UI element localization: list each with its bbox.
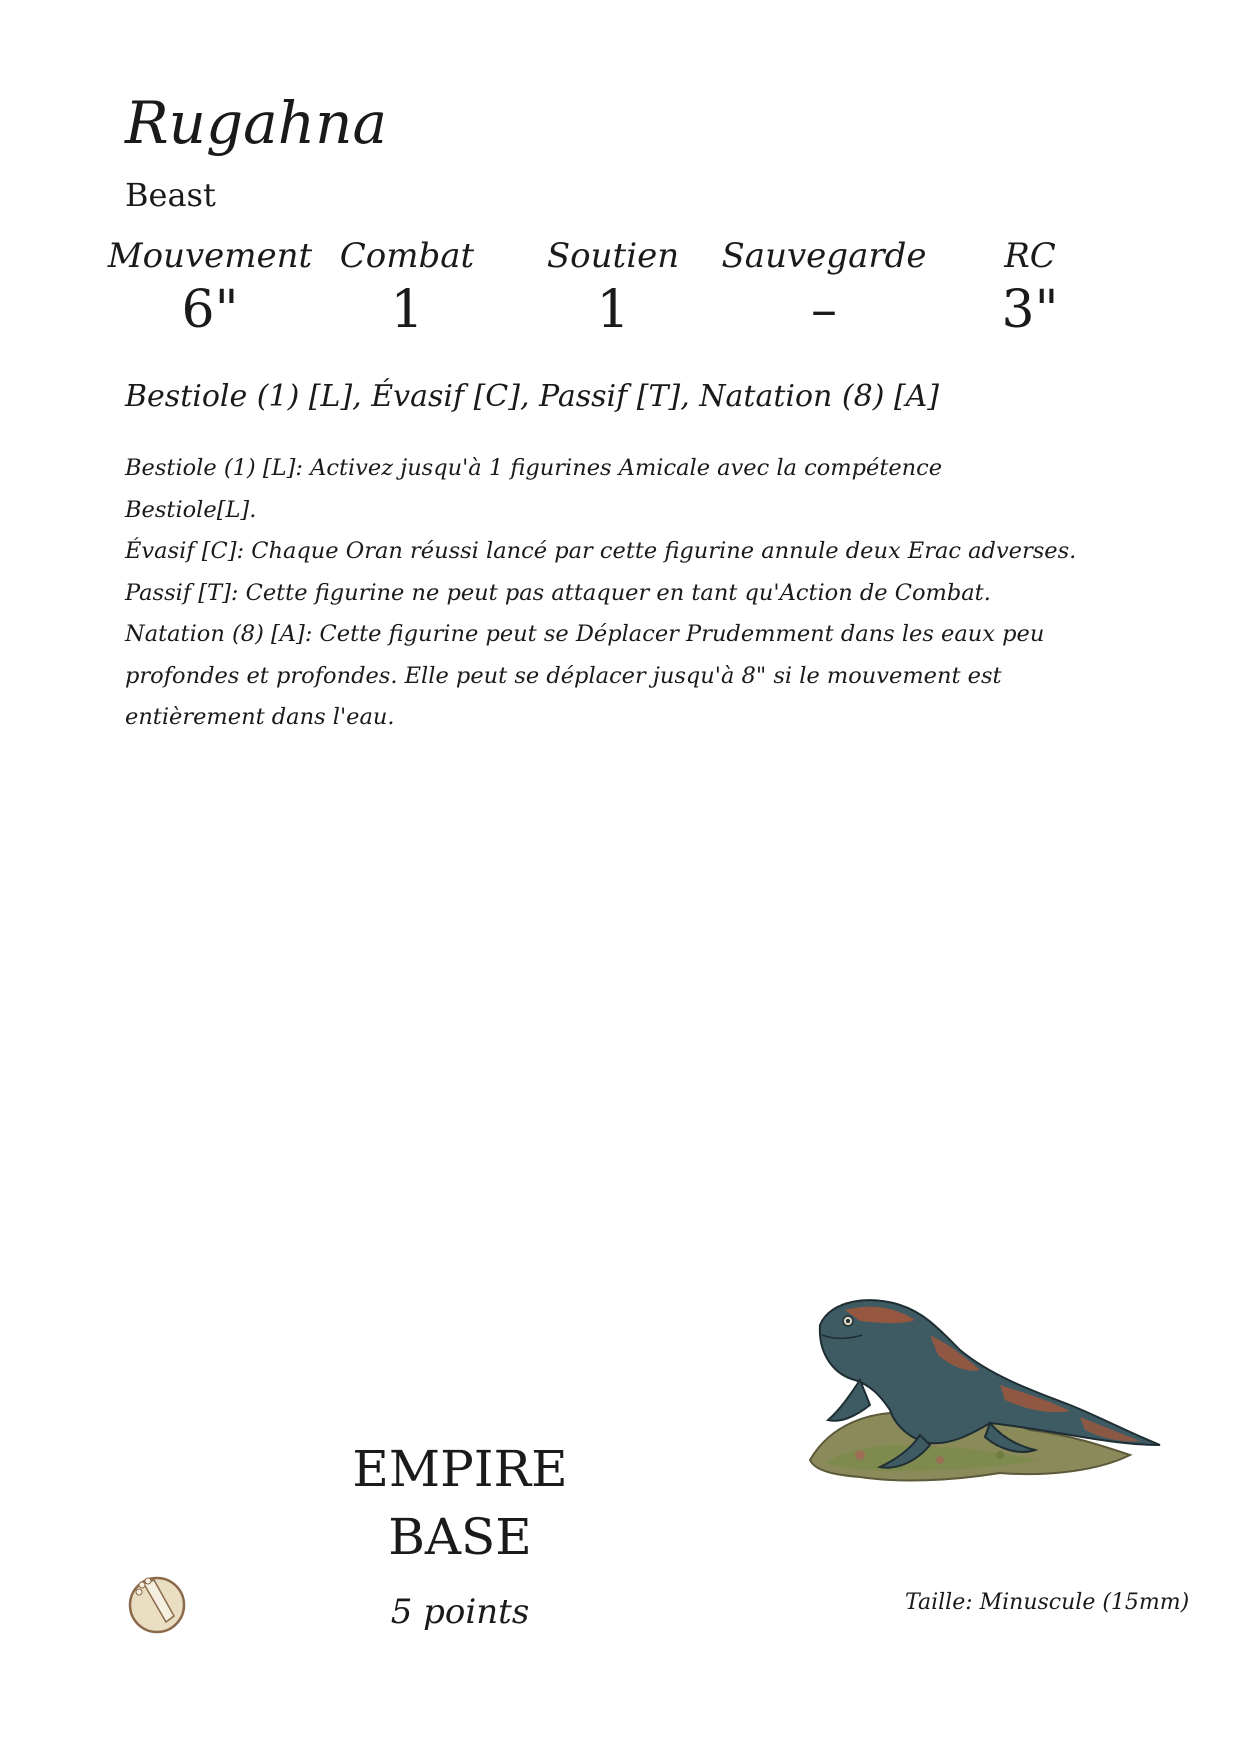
stat-value: – [811,280,837,340]
rules-text [125,448,1110,739]
stat-label: Soutien [546,236,680,276]
stat-value: 1 [390,280,424,340]
stat-label: Sauvegarde [721,236,927,276]
rule-line: profondes et profondes. Elle peut se déplacer jusqu'à 8" si le mouvement est [125,662,1002,689]
size-label: Taille: Minuscule (15mm) [905,1590,1190,1615]
stat-label: Combat [339,236,475,276]
card-title: Rugahna [125,89,388,157]
rule-line: Bestiole (1) [L]: Activez jusqu'à 1 figurines Amicale avec la compétence [125,455,943,481]
stat-sauvegarde [714,234,934,342]
card-type: Beast [125,176,216,214]
abilities-summary: Bestiole (1) [L], Évasif [C], Passif [T], Natation (8) [A] [125,379,940,414]
faction-block [300,1435,620,1633]
rule-line: Natation (8) [A]: Cette figurine peut se Déplacer Prudemment dans les eaux peu [125,621,1045,647]
rule-line: entièrement dans l'eau. [125,704,395,730]
stat-table [100,234,1140,344]
stat-rc [920,234,1140,342]
stat-label: Mouvement [107,236,313,276]
stat-value: 3" [1001,280,1059,340]
stat-combat [297,234,517,342]
stat-soutien [503,234,723,342]
lizard-creature-illustration [800,1295,1175,1495]
stat-value: 6" [181,280,239,340]
stat-mouvement [100,234,320,342]
stat-label: RC [1004,236,1056,276]
rule-line: Passif [T]: Cette figurine ne peut pas attaquer en tant qu'Action de Combat. [125,579,991,606]
points-cost: 5 points [390,1592,530,1632]
faction-subtitle: BASE [388,1508,532,1566]
rule-line: Bestiole[L]. [125,496,257,523]
rule-line: Évasif [C]: Chaque Oran réussi lancé par cette figurine annule deux Erac adverses. [125,538,1077,564]
stat-value: 1 [596,280,630,340]
faction-logo-icon [126,1572,188,1634]
faction-name: EMPIRE [352,1440,568,1498]
